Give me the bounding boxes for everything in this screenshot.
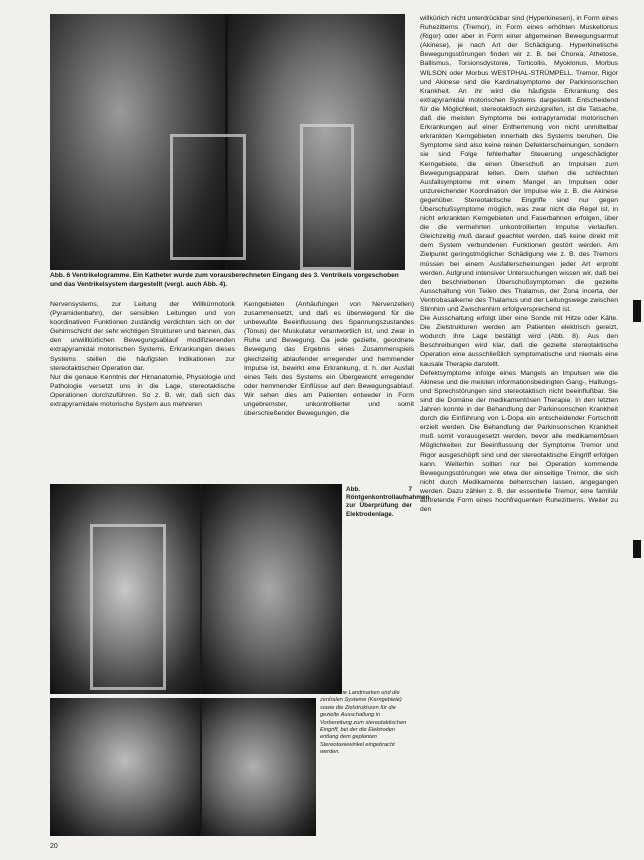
xray-lateral-electrode-image — [202, 484, 342, 694]
paragraph: willkürlich nicht unterdrückbar sind (Hyperkinesen), in Form eines Ruhezitterns (Tremor), in Form eines erhöhten Muskeltonus (Rigor) oder aber in Form einer allgemeinen Bewegungsarmut (Akinese), je nach Art der Schädigung. Hyperkinetische Bewegungsstörungen finden wir z. B. bei Chorea, Athetose, Ballismus, Torsionsdystonie, Torticollis, Myoklonus, Morbus WILSON oder Morbus WESTPHAL-STRÜMPELL. Tremor, Rigor und Akinese sind die Kardinalsymptome der Parkinsonschen Krankheit. An ihr wird die häufigste Erkrankung des extrapyramidal motorischen Systems dargestellt. Entscheidend für die Möglichkeit, stereotaktisch einzugreifen, ist die Tatsache, daß die meisten Symptome bei extrapyramidal motorischen Erkrankungen auf einer Enthemmung von nicht unmittelbar erkrankten Kerngebieten innerhalb des Systems beruhen. Die Symptome sind also keine reinen Defekterscheinungen, sondern sie sind Folge fehlerhafter Steuerung ungeschädigter Kerngebiete, die einen Überschuß an Impulsen zum Bewegungsapparat leiten. Dem stehen die schlechten Ausfallsymptome mit einem Mangel an Impulsen oder unzureichender Koordination der Impulse wie z. B. die Akinese gegenüber. Stereotaktische Eingriffe sind nur gegen Überschußsymptome möglich, was zwar nicht die Regel ist, in nicht erkrankten Kerngebieten und Faserbahnen erfolgen, über die die vermehrten unkontrollierten Impulse verlaufen. Gleichzeitig muß darauf geachtet werden, daß keine direkt mit dem System verbundenen Funktionen gestört werden. Am Zielpunkt geringstmöglicher Schädigung wie z. B. des Tremors müssen bei einem Ausfallerscheinungen jeder Art erprobt werden. Aufgrund intensiver Untersuchungen wissen wir, daß bei den beschriebenen Überschußsymptomen die gezielte Ausschaltung von Teilen des Thalamus, der Zona incerta, der Ventrobasalkerne des Thalamus und der Leitungswege zwischen Stirnhirn und Zwischenhirn erfolgversprechend ist. — [420, 15, 618, 313]
text-column-1 — [50, 300, 235, 476]
page-number: 20 — [50, 843, 58, 850]
electrode-xray-figure-lower — [50, 698, 316, 836]
stereotactic-frame-left — [170, 134, 246, 260]
page-edge-mark — [633, 540, 641, 558]
xray-frontal-lower-image — [50, 698, 200, 836]
xray-lateral-lower-image — [202, 698, 316, 836]
figure-7-caption: Abb. 7 Röntgenkontrollaufnahmen zur Überprüfung der Elektrodenlage. — [346, 486, 430, 518]
text-column-2 — [244, 300, 414, 476]
text-column-3 — [420, 14, 618, 852]
figure-8-caption: Knöcherne Landmarken und die zentralen Systeme (Kerngebiete) sowie die Zielstrukturen für die gezielte Ausschaltung in Vorbereitung zum stereotaktischen Eingriff, bei der die Elektroden entlang dem geplanten Stereotaxiewinkel eingebracht werden. — [320, 690, 407, 756]
stereotactic-frame — [90, 524, 166, 690]
ventriculogram-figure — [50, 14, 405, 270]
stereotactic-frame-right — [300, 124, 354, 270]
paragraph: Nervensystems, zur Leitung der Willkürmotorik (Pyramidenbahn), der sensiblen Leitungen und von koordinativen Funktionen zuständig verdichten sich on der Gehirnschicht der sehr wichtigen Strukturen und bannen, das den unwillkürlichen Bewegungsablauf modifizierenden extrapyramidal motorischen Systems. Erkrankungen dieses Systems stellen die häufigsten Indikationen zur stereotaktischen Operation dar. — [50, 301, 235, 372]
figure-6-caption: Abb. 6 Ventrikelogramme. Ein Katheter wurde zum vorausberechneten Eingang des 3. Ventrikels vorgeschoben und das Ventrikelsystem dargestellt (vergl. auch Abb. 4). — [50, 272, 399, 288]
paragraph: Die Ausschaltung erfolgt über eine Sonde mit Hitze oder Kälte. Die Zielstrukturen werden am Patienten elektrisch gereizt, wodurch ihre Lage bestätigt wird (Abb. 8). Aus den Beschreibungen wird klar, daß die gezielte stereotaktische Operation eine ausschließlich symptomatische und niemals eine kausale Therapie darstellt. — [420, 315, 618, 368]
page-edge-mark — [633, 300, 641, 322]
electrode-xray-figure — [50, 484, 342, 694]
paragraph: Nur die genaue Kenntnis der Hirnanatomie, Physiologie und Pathologie versetzt uns in die Lage, stereotaktische Operationen durchzuführen. So z. B. wir, daß sich das extrapyramidale motorische System aus mehreren — [50, 373, 235, 409]
paragraph: Kerngebieten (Anhäufungen von Nervenzellen) zusammensetzt, und daß es überwiegend für die unbewußte Beeinflussung des Spannungszustandes (Tonus) der Muskulatur verantwortlich ist, und zwar in Ruhe und Bewegung. Da jede gezielte, geordnete Bewegung das Ergebnis eines Zusammenspiels gleichzeitig ablaufender erregender und hemmender Impulse ist, bewirkt eine Erkrankung, d. h. der Ausfall eines Teils des Systems ein Übergewicht erregender oder hemmender Einflüsse auf den Bewegungsablauf. Wir sehen dies am Patienten entweder in Form ungebremster, unkontrollierter und somit überschießender Bewegungen, die — [244, 301, 414, 418]
paragraph: Defektsymptome infolge eines Mangels an Impulsen wie die Akinese und die meisten informationsbedingten Gang-, Haltungs- und Sprechstörungen sind stereotaktisch nicht beeinflußbar. Sie sind die Domäne der medikamentösen Therapie. In den letzten Jahren konnte in der Behandlung der Parkinsonschen Krankheit durch die Einführung von L-Dopa ein entscheidender Fortschritt erzielt werden. Die Behandlung der Parkinsonschen Krankheit muß somit vorausgesetzt werden, bevor alle medikamentösen Möglichkeiten zur Beeinflussung der Symptome Tremor und Rigor ausgeschöpft sind und der stereotaktische Eingriff erfolgen kann. Weiterhin sollten nur bei Operation kommende Bewegungsstörungen wie etwa der einseitige Tremor, die sich nicht durch Medikamente beherrschen lassen, angegangen werden. Dazu zählen z. B. der essentielle Tremor, eine familiär auftretende Form eines hochfrequenten Ruhezitterns. Weiter zu den — [420, 369, 618, 514]
